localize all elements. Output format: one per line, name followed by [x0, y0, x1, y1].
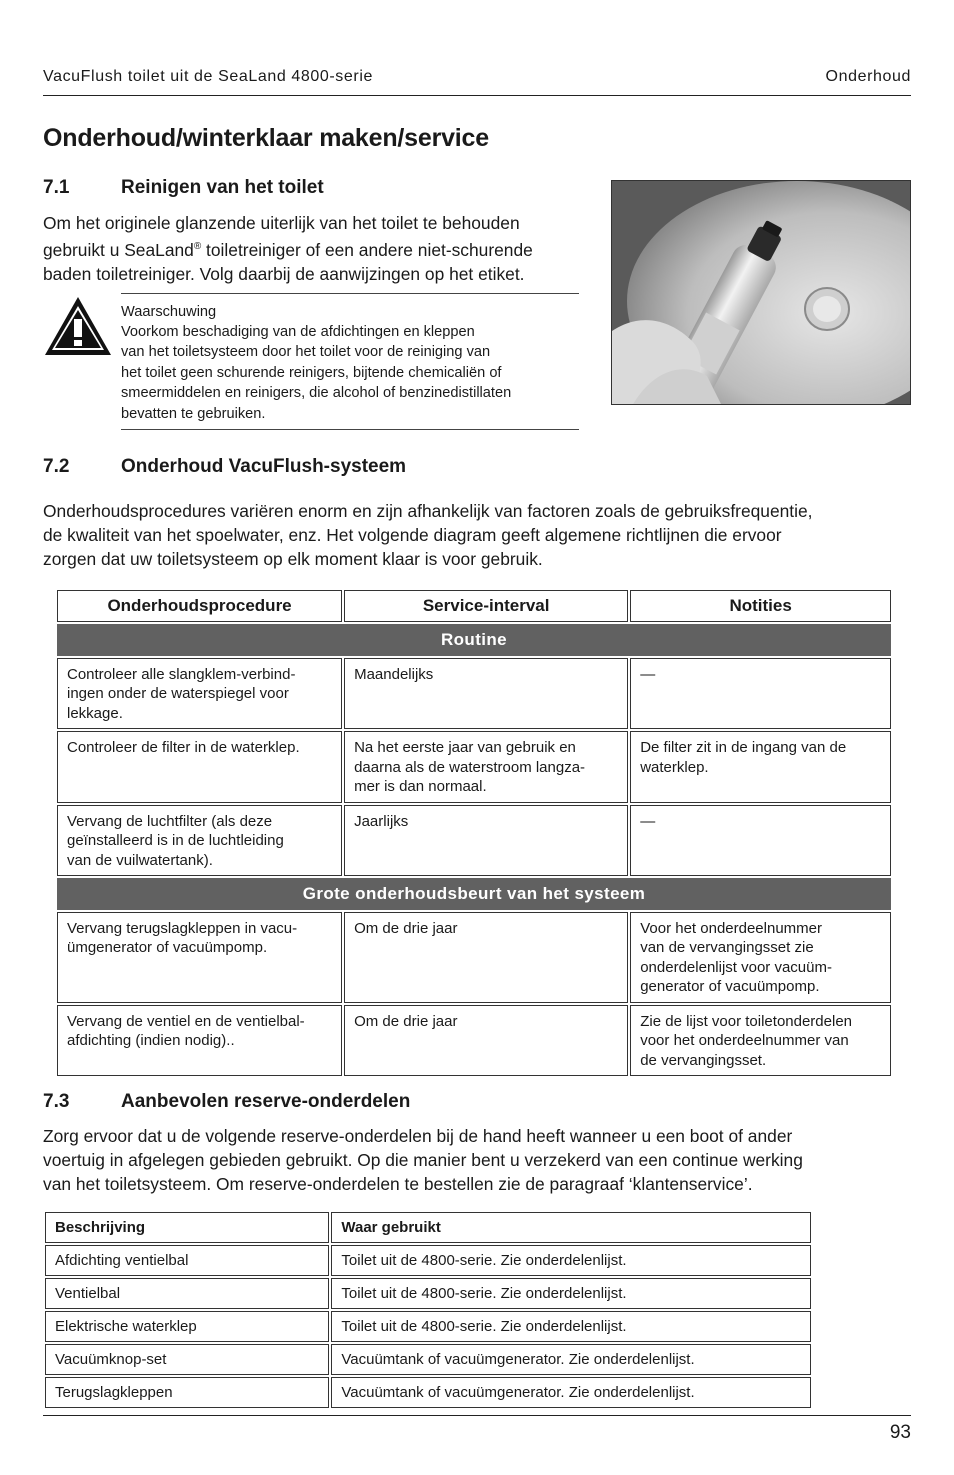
table-cell: Vervang terugslagkleppen in vacu- ümgenerator of vacuümpomp.: [57, 912, 342, 1003]
table-cell: Na het eerste jaar van gebruik en daarna als de waterstroom langza- mer is dan normaal.: [344, 731, 628, 803]
table-row: [57, 1005, 891, 1077]
table-cell: Toilet uit de 4800-serie. Zie onderdelenlijst.: [331, 1278, 811, 1309]
table-cell: Jaarlijks: [344, 805, 628, 877]
table-cell: —: [630, 658, 891, 730]
table-cell: Zie de lijst voor toiletonderdelen voor het onderdeelnummer van de vervangingsset.: [630, 1005, 891, 1077]
table-cell: Afdichting ventielbal: [45, 1245, 329, 1276]
header-document-title: VacuFlush toilet uit de SeaLand 4800-serie: [43, 68, 373, 85]
table-row: [45, 1278, 811, 1309]
table-cell: Elektrische waterklep: [45, 1311, 329, 1342]
section-title: Aanbevolen reserve-onderdelen: [121, 1091, 411, 1112]
table-cell: Toilet uit de 4800-serie. Zie onderdelenlijst.: [331, 1245, 811, 1276]
table-row: [57, 805, 891, 877]
table-cell: Vervang de ventiel en de ventielbal- afdichting (indien nodig)..: [57, 1005, 342, 1077]
table-cell: —: [630, 805, 891, 877]
section-7-2-heading: [43, 456, 406, 478]
photo-illustration: [612, 181, 911, 405]
section-number: 7.2: [43, 456, 70, 477]
header-chapter: Onderhoud: [825, 68, 911, 85]
page-title: Onderhoud/winterklaar maken/service: [43, 124, 489, 152]
section-7-2-paragraph: Onderhoudsprocedures variëren enorm en zijn afhankelijk van factoren zoals de gebruiksfrequentie, de kwaliteit van het spoelwater, enz. Het volgende diagram geeft algemene richtlijnen die ervoor zorgen dat uw toiletsysteem op elk moment klaar is voor gebruik.: [43, 501, 813, 569]
footer-divider: [43, 1415, 911, 1416]
section-title: Reinigen van het toilet: [121, 177, 324, 198]
warning-triangle-icon: [43, 295, 113, 357]
table-cell: Om de drie jaar: [344, 912, 628, 1003]
section-title: Onderhoud VacuFlush-systeem: [121, 456, 407, 477]
table-header-row: [57, 590, 891, 622]
table-row: [57, 731, 891, 803]
table-cell: Vacuümknop-set: [45, 1344, 329, 1375]
column-header: Onderhoudsprocedure: [57, 590, 342, 622]
spare-parts-table: [43, 1210, 813, 1410]
warning-title: Waarschuwing: [121, 304, 217, 320]
table-cell: De filter zit in de ingang van de waterklep.: [630, 731, 891, 803]
section-number: 7.3: [43, 1091, 70, 1112]
table-cell: Vervang de luchtfilter (als deze geïnstalleerd is in de luchtleiding van de vuilwatertank).: [57, 805, 342, 877]
band-label: Grote onderhoudsbeurt van het systeem: [57, 878, 891, 910]
page-number: 93: [889, 1422, 911, 1443]
table-cell: Om de drie jaar: [344, 1005, 628, 1077]
table-row: [45, 1377, 811, 1408]
section-number: 7.1: [43, 177, 70, 198]
table-header-row: [45, 1212, 811, 1243]
column-header: Notities: [630, 590, 891, 622]
table-cell: Terugslagkleppen: [45, 1377, 329, 1408]
warning-callout: [43, 293, 579, 430]
column-header: Service-interval: [344, 590, 628, 622]
table-band-routine: [57, 624, 891, 656]
column-header: Beschrijving: [45, 1212, 329, 1243]
column-header: Waar gebruikt: [331, 1212, 811, 1243]
section-7-3-heading: [43, 1091, 410, 1113]
table-row: [57, 658, 891, 730]
table-cell: Vacuümtank of vacuümgenerator. Zie onderdelenlijst.: [331, 1344, 811, 1375]
table-row: [45, 1344, 811, 1375]
table-band-major-service: [57, 878, 891, 910]
table-row: [45, 1311, 811, 1342]
table-cell: Vacuümtank of vacuümgenerator. Zie onderdelenlijst.: [331, 1377, 811, 1408]
table-cell: Ventielbal: [45, 1278, 329, 1309]
table-cell: Controleer de filter in de waterklep.: [57, 731, 342, 803]
toilet-cleaning-photo: [611, 180, 911, 405]
warning-text: [121, 293, 579, 430]
table-row: [57, 912, 891, 1003]
table-cell: Voor het onderdeelnummer van de vervangingsset zie onderdelenlijst voor vacuüm- generator of vacuümpomp.: [630, 912, 891, 1003]
table-cell: Maandelijks: [344, 658, 628, 730]
table-cell: Toilet uit de 4800-serie. Zie onderdelenlijst.: [331, 1311, 811, 1342]
section-7-1-heading: [43, 177, 324, 199]
page-header: [43, 66, 911, 96]
section-7-1-paragraph: Om het originele glanzende uiterlijk van het toilet te behouden gebruikt u SeaLand® toiletreiniger of een andere niet-schurende baden toiletreiniger. Volg daarbij de aanwijzingen op het etiket.: [43, 213, 533, 284]
table-cell: Controleer alle slangklem-verbind- ingen onder de waterspiegel voor lekkage.: [57, 658, 342, 730]
section-7-3-paragraph: Zorg ervoor dat u de volgende reserve-onderdelen bij de hand heeft wanneer u een boot of ander voertuig in afgelegen gebieden gebruikt. Op die manier bent u verzekerd van een continue werking van het toiletsysteem. Om reserve-onderdelen te bestellen zie de paragraaf ‘klantenservice’.: [43, 1126, 803, 1194]
band-label: Routine: [57, 624, 891, 656]
table-row: [45, 1245, 811, 1276]
warning-body: Voorkom beschadiging van de afdichtingen en kleppen van het toiletsysteem door het toilet voor de reiniging van het toilet geen schurende reinigers, bijtende chemicaliën of smeermiddelen en reinigers, die alcohol of benzinedistillaten bevatten te gebruiken.: [121, 324, 512, 422]
maintenance-table: [55, 588, 893, 1078]
